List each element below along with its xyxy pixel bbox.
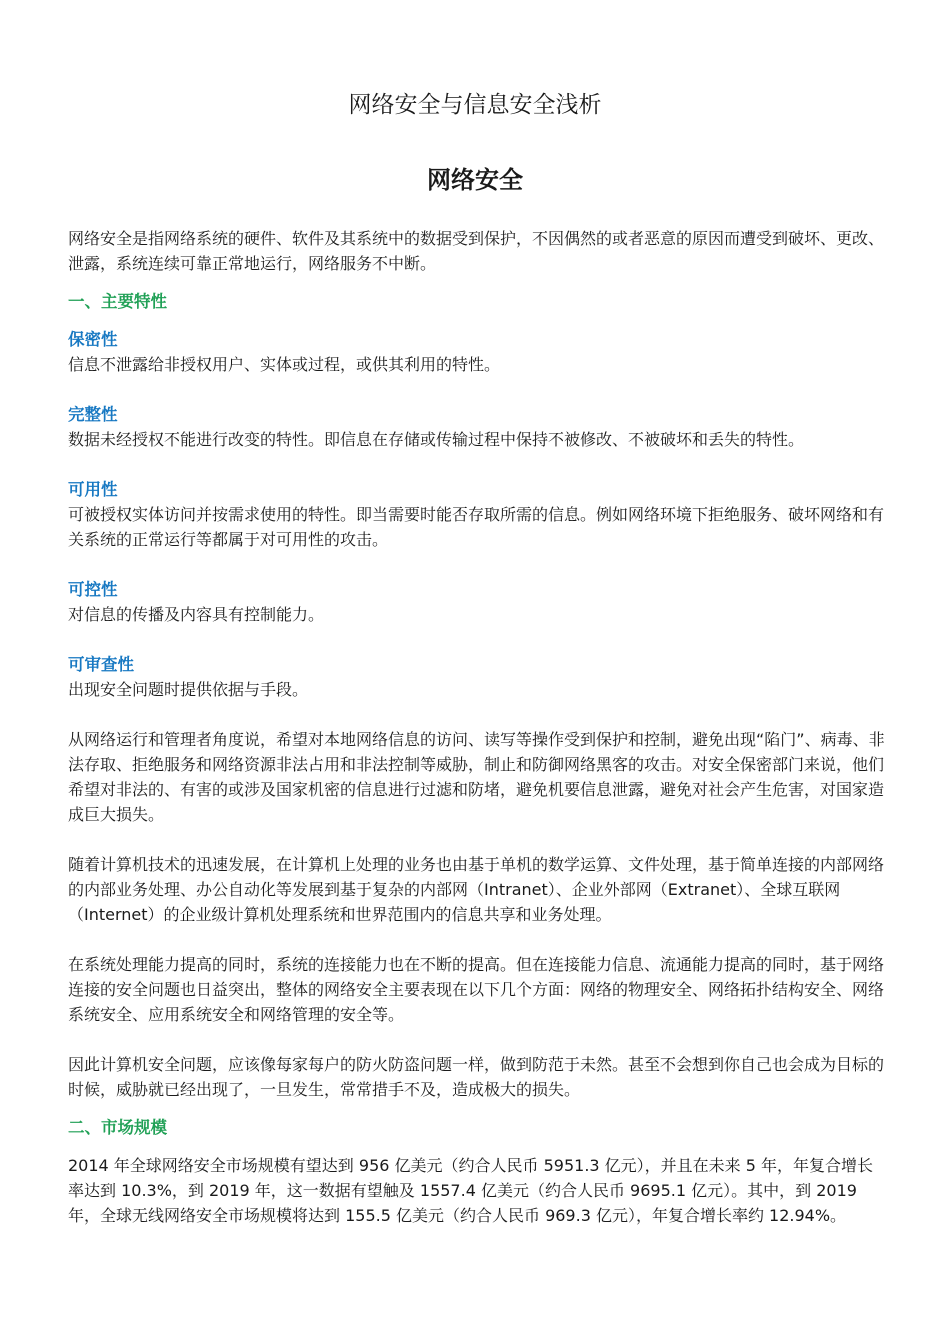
feature-auditability-title: 可审查性 (68, 655, 134, 674)
feature-availability-desc: 可被授权实体访问并按需求使用的特性。即当需要时能否存取所需的信息。例如网络环境下拒绝服务、破坏网络和有关系统的正常运行等都属于对可用性的攻击。 (68, 505, 885, 549)
paragraph-connectivity: 在系统处理能力提高的同时，系统的连接能力也在不断的提高。但在连接能力信息、流通能力提高的同时，基于网络连接的安全问题也日益突出，整体的网络安全主要表现在以下几个方面：网络的物理安全、网络拓扑结构安全、网络系统安全、应用系统安全和网络管理的安全等。 (68, 955, 885, 1024)
paragraph-tech-development: 随着计算机技术的迅速发展，在计算机上处理的业务也由基于单机的数学运算、文件处理，基于简单连接的内部网络的内部业务处理、办公自动化等发展到基于复杂的内部网（Intranet）、企业外部网（Extranet）、全球互联网（Internet）的企业级计算机处理系统和世界范围内的信息共享和业务处理。 (68, 855, 885, 924)
feature-integrity-desc: 数据未经授权不能进行改变的特性。即信息在存储或传输过程中保持不被修改、不被破坏和丢失的特性。 (68, 430, 805, 449)
document-body (68, 226, 886, 1228)
heading-market-size: 二、市场规模 (68, 1118, 167, 1137)
feature-integrity-title: 完整性 (68, 405, 118, 424)
feature-controllability-title: 可控性 (68, 580, 118, 599)
paragraph-prevention: 因此计算机安全问题，应该像每家每户的防火防盗问题一样，做到防范于未然。甚至不会想到你自己也会成为目标的时候，威胁就已经出现了，一旦发生，常常措手不及，造成极大的损失。 (68, 1055, 885, 1099)
paragraph-management-perspective: 从网络运行和管理者角度说，希望对本地网络信息的访问、读写等操作受到保护和控制，避免出现“陷门”、病毒、非法存取、拒绝服务和网络资源非法占用和非法控制等威胁，制止和防御网络黑客的攻击。对安全保密部门来说，他们希望对非法的、有害的或涉及国家机密的信息进行过滤和防堵，避免机要信息泄露，避免对社会产生危害，对国家造成巨大损失。 (68, 730, 885, 824)
intro-paragraph: 网络安全是指网络系统的硬件、软件及其系统中的数据受到保护，不因偶然的或者恶意的原因而遭受到破坏、更改、泄露，系统连续可靠正常地运行，网络服务不中断。 (68, 229, 885, 273)
feature-controllability-desc: 对信息的传播及内容具有控制能力。 (68, 605, 325, 624)
section-title: 网络安全 (427, 166, 523, 194)
feature-confidentiality-desc: 信息不泄露给非授权用户、实体或过程，或供其利用的特性。 (68, 355, 501, 374)
feature-confidentiality-title: 保密性 (68, 330, 118, 349)
heading-main-features: 一、主要特性 (68, 292, 167, 311)
document-title: 网络安全与信息安全浅析 (348, 92, 602, 118)
paragraph-market-size: 2014 年全球网络安全市场规模有望达到 956 亿美元（约合人民币 5951.3 亿元），并且在未来 5 年，年复合增长率达到 10.3%，到 2019 年，这一数据有望触及 1557.4 亿美元（约合人民币 9695.1 亿元）。其中，到 2019 年，全球无线网络安全市场规模将达到 155.5 亿美元（约合人民币 969.3 亿元），年复合增长率约 12.94%。 (68, 1156, 874, 1225)
feature-auditability-desc: 出现安全问题时提供依据与手段。 (68, 680, 309, 699)
feature-availability-title: 可用性 (68, 480, 118, 499)
